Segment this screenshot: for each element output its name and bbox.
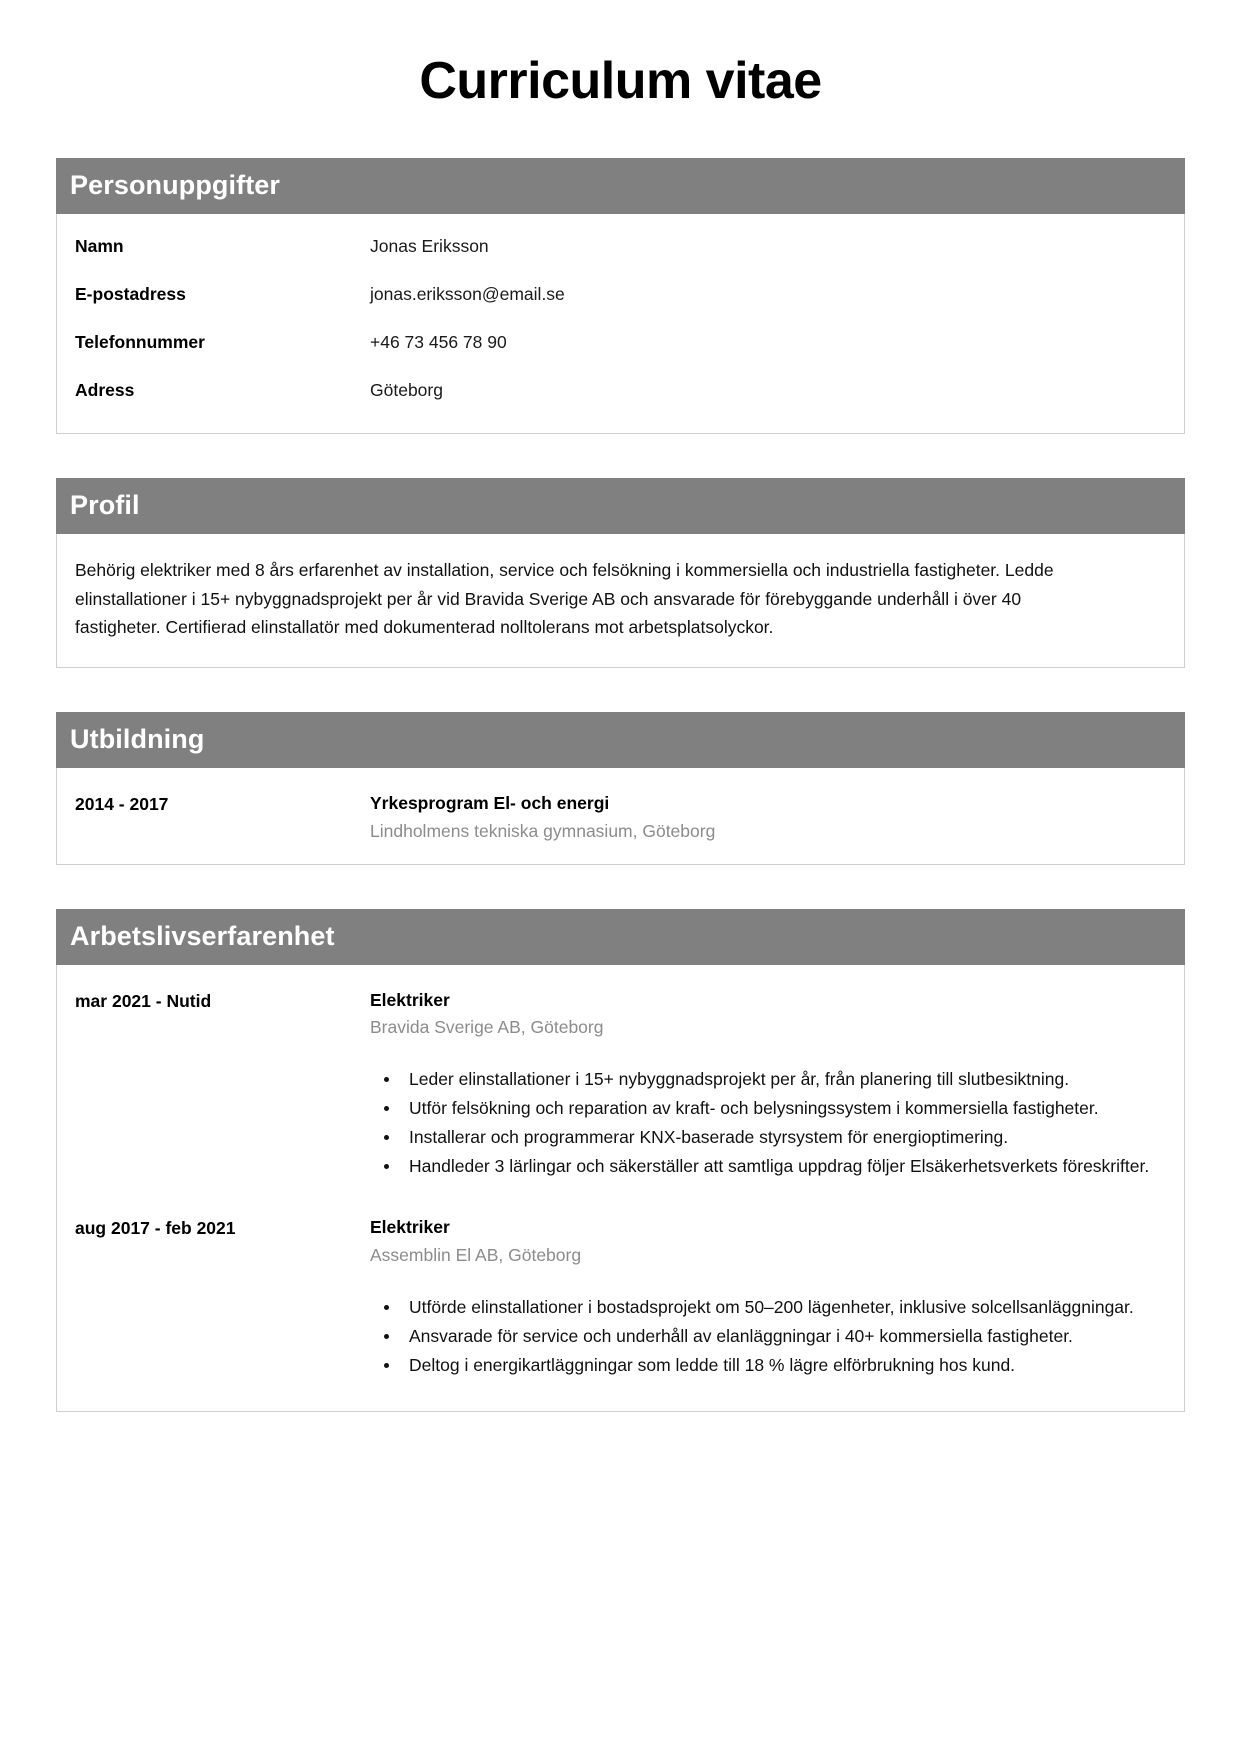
detail-value: Göteborg	[370, 380, 443, 401]
section-body-education	[56, 768, 1185, 864]
detail-label: E-postadress	[75, 284, 186, 305]
page-title: Curriculum vitae	[419, 52, 822, 110]
detail-label: Namn	[75, 236, 124, 257]
detail-value: +46 73 456 78 90	[370, 332, 507, 353]
section-work-experience	[56, 909, 1185, 1412]
section-body-profile	[56, 534, 1185, 668]
section-education	[56, 712, 1185, 864]
experience-entry-date: mar 2021 - Nutid	[75, 990, 212, 1011]
list-item: • Leder elinstallationer i 15+ nybyggnadsprojekt per år, från planering till slutbesiktning.	[401, 1066, 1166, 1093]
section-header-profile: Profil	[56, 478, 1185, 534]
detail-value: jonas.eriksson@email.se	[370, 284, 565, 305]
detail-label: Adress	[75, 380, 135, 401]
section-personal-details	[56, 158, 1185, 434]
section-body-personal-details	[56, 214, 1185, 434]
experience-entry-bullets	[370, 1294, 1166, 1379]
section-body-work-experience	[56, 965, 1185, 1412]
education-entry	[75, 792, 1166, 843]
profile-summary-text: Behörig elektriker med 8 års erfarenhet av installation, service och felsökning i kommersiella och industriella fastigheter. Ledde elinstallationer i 15+ nybyggnadsprojekt per år vid Bravida Sverige AB och ansvarade för förebyggande underhåll i över 40 fastigheter. Certifierad elinstallatör med dokumenterad nolltolerans mot arbetsplatsolyckor.	[75, 560, 1054, 638]
list-item: • Handleder 3 lärlingar och säkerställer att samtliga uppdrag följer Elsäkerhetsverkets föreskrifter.	[401, 1153, 1166, 1180]
experience-entry-company: Bravida Sverige AB, Göteborg	[370, 1017, 604, 1038]
detail-row-epostadress	[75, 284, 1166, 305]
section-profile	[56, 478, 1185, 668]
experience-entry	[75, 989, 1166, 1183]
list-item: • Utförde elinstallationer i bostadsprojekt om 50–200 lägenheter, inklusive solcellsanläggningar.	[401, 1294, 1166, 1321]
list-item: • Ansvarade för service och underhåll av elanläggningar i 40+ kommersiella fastigheter.	[401, 1323, 1166, 1350]
experience-entry-main	[370, 1216, 1166, 1381]
detail-value: Jonas Eriksson	[370, 236, 489, 257]
list-item: • Installerar och programmerar KNX-baserade styrsystem för energioptimering.	[401, 1124, 1166, 1151]
experience-entry-date: aug 2017 - feb 2021	[75, 1218, 236, 1239]
experience-entry-company: Assemblin El AB, Göteborg	[370, 1245, 582, 1266]
experience-entry-bullets	[370, 1066, 1166, 1181]
list-item: • Deltog i energikartläggningar som ledde till 18 % lägre elförbrukning hos kund.	[401, 1352, 1166, 1379]
detail-row-namn	[75, 236, 1166, 257]
education-entry-main	[370, 792, 1166, 843]
education-entry-date: 2014 - 2017	[75, 794, 169, 815]
education-entry-title: Yrkesprogram El- och energi	[370, 793, 610, 814]
list-item: • Utför felsökning och reparation av kraft- och belysningssystem i kommersiella fastigheter.	[401, 1095, 1166, 1122]
education-entry-institution: Lindholmens tekniska gymnasium, Göteborg	[370, 821, 716, 842]
detail-row-adress	[75, 380, 1166, 401]
experience-entry-role: Elektriker	[370, 1217, 450, 1238]
experience-entry	[75, 1216, 1166, 1381]
section-header-personal-details: Personuppgifter	[56, 158, 1185, 214]
section-header-education: Utbildning	[56, 712, 1185, 768]
detail-row-telefonnummer	[75, 332, 1166, 353]
experience-entry-role: Elektriker	[370, 989, 450, 1010]
section-header-work-experience: Arbetslivserfarenhet	[56, 909, 1185, 965]
detail-label: Telefonnummer	[75, 332, 205, 353]
experience-entry-main	[370, 989, 1166, 1183]
